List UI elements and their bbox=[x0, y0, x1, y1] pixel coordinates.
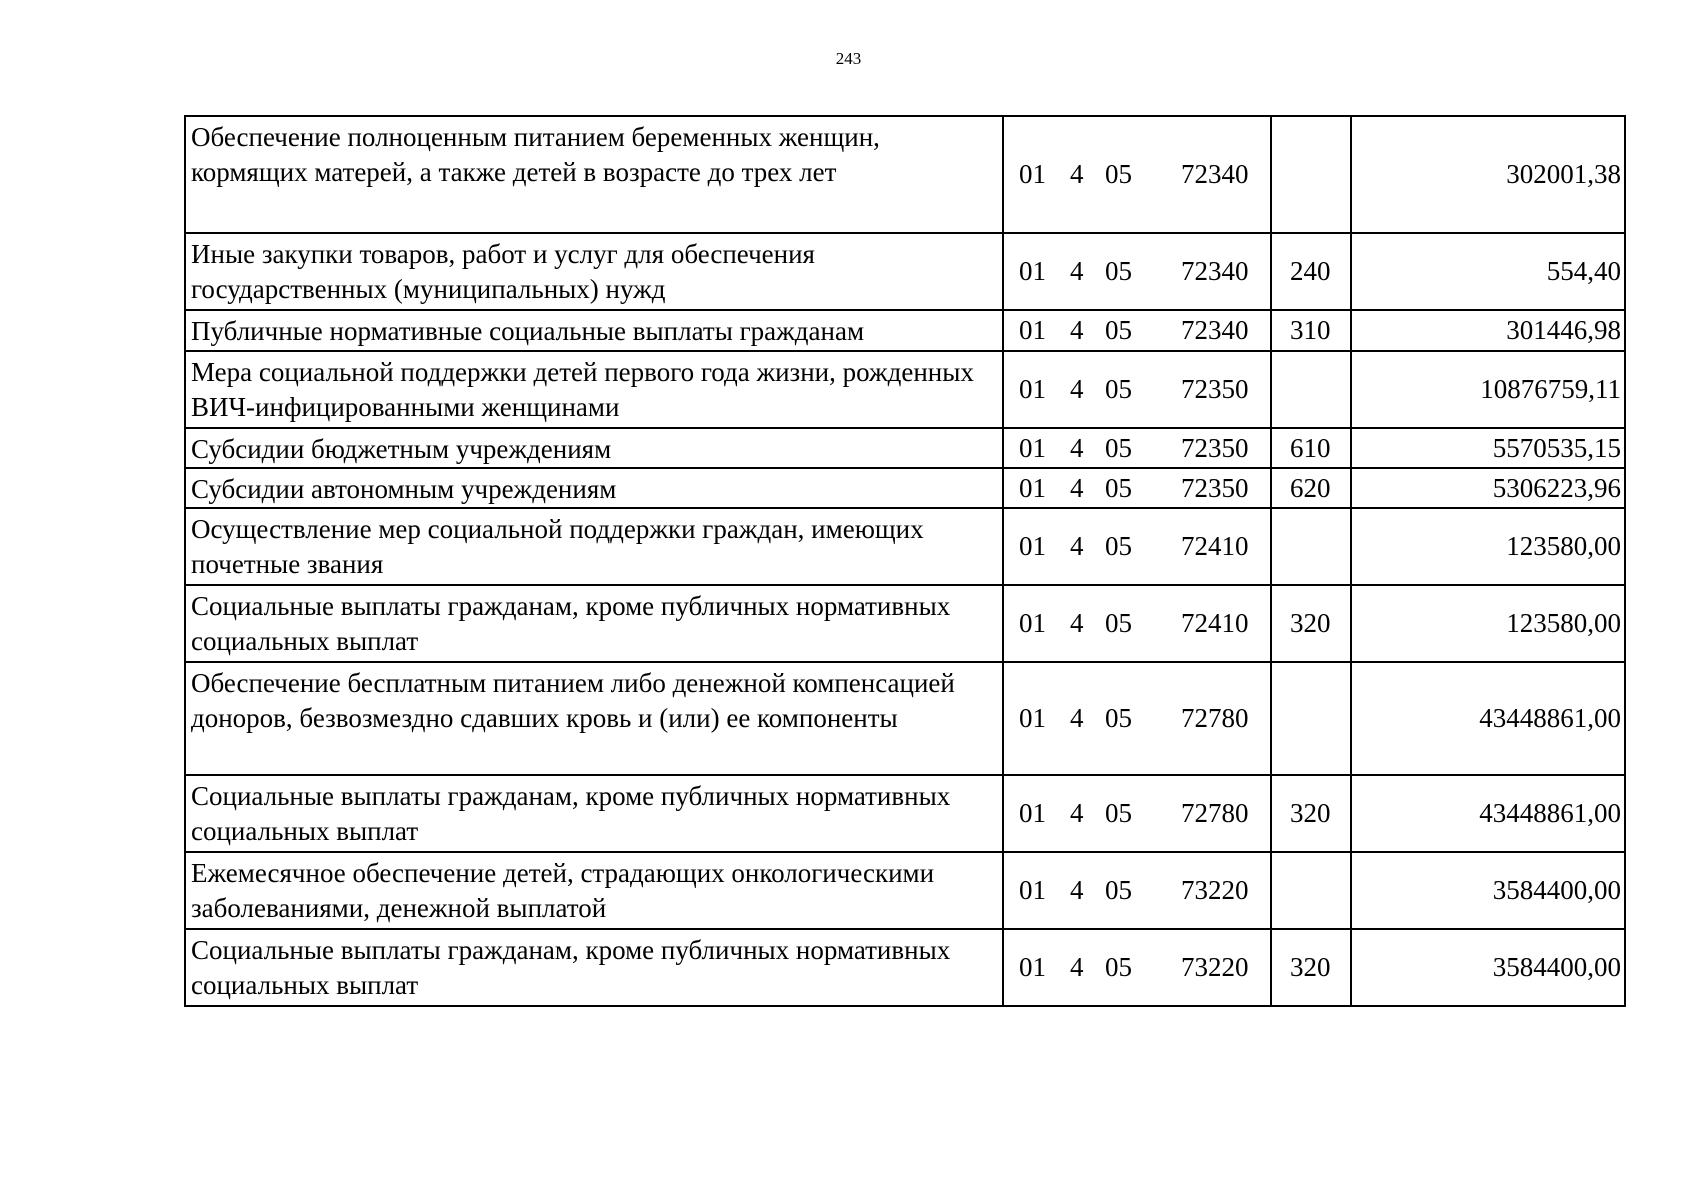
code-segment: 05 bbox=[1105, 703, 1132, 733]
code-segment: 05 bbox=[1105, 875, 1132, 905]
expense-name: Публичные нормативные социальные выплаты гражданам bbox=[185, 310, 1003, 351]
table-row bbox=[185, 428, 1625, 468]
amount-value: 123580,00 bbox=[1351, 508, 1625, 585]
expense-type-code: 620 bbox=[1271, 468, 1351, 508]
code-segment: 72340 bbox=[1181, 315, 1249, 345]
code-segment: 05 bbox=[1105, 531, 1132, 561]
expense-type-code: 240 bbox=[1271, 233, 1351, 310]
budget-code bbox=[1003, 662, 1271, 775]
code-segment: 4 bbox=[1070, 374, 1084, 404]
expense-type-code bbox=[1271, 508, 1351, 585]
code-segment: 05 bbox=[1105, 472, 1132, 503]
amount-value: 554,40 bbox=[1351, 233, 1625, 310]
expense-name: Субсидии автономным учреждениям bbox=[185, 468, 1003, 508]
budget-code bbox=[1003, 929, 1271, 1006]
code-segment: 01 bbox=[1019, 703, 1046, 733]
code-segment: 4 bbox=[1070, 875, 1084, 905]
expense-type-code: 320 bbox=[1271, 775, 1351, 852]
table-row bbox=[185, 662, 1625, 775]
expense-name: Обеспечение полноценным питанием беременных женщин, кормящих матерей, а также детей в возрасте до трех лет bbox=[185, 116, 1003, 233]
amount-value: 3584400,00 bbox=[1351, 929, 1625, 1006]
code-segment: 4 bbox=[1070, 315, 1084, 345]
amount-value: 43448861,00 bbox=[1351, 775, 1625, 852]
code-segment: 05 bbox=[1105, 432, 1132, 463]
table-row bbox=[185, 852, 1625, 929]
code-segment: 4 bbox=[1070, 608, 1084, 638]
budget-code bbox=[1003, 508, 1271, 585]
amount-value: 123580,00 bbox=[1351, 585, 1625, 662]
code-segment: 05 bbox=[1105, 256, 1132, 286]
table-row bbox=[185, 775, 1625, 852]
code-segment: 72410 bbox=[1181, 608, 1249, 638]
expense-name: Иные закупки товаров, работ и услуг для обеспечения государственных (муниципальных) нужд bbox=[185, 233, 1003, 310]
code-segment: 01 bbox=[1019, 374, 1046, 404]
budget-code bbox=[1003, 468, 1271, 508]
code-segment: 01 bbox=[1019, 432, 1046, 463]
amount-value: 301446,98 bbox=[1351, 310, 1625, 351]
code-segment: 4 bbox=[1070, 531, 1084, 561]
code-segment: 05 bbox=[1105, 798, 1132, 828]
expense-type-code bbox=[1271, 116, 1351, 233]
table-row bbox=[185, 116, 1625, 233]
amount-value: 10876759,11 bbox=[1351, 351, 1625, 428]
budget-table bbox=[184, 115, 1626, 1007]
budget-code bbox=[1003, 233, 1271, 310]
code-segment: 05 bbox=[1105, 952, 1132, 982]
code-segment: 72340 bbox=[1181, 256, 1249, 286]
code-segment: 72350 bbox=[1181, 374, 1249, 404]
expense-name: Обеспечение бесплатным питанием либо денежной компенсацией доноров, безвозмездно сдавших кровь и (или) ее компоненты bbox=[185, 662, 1003, 775]
expense-type-code: 610 bbox=[1271, 428, 1351, 468]
code-segment: 73220 bbox=[1181, 875, 1249, 905]
expense-name: Социальные выплаты гражданам, кроме публичных нормативных социальных выплат bbox=[185, 775, 1003, 852]
expense-type-code bbox=[1271, 662, 1351, 775]
code-segment: 72350 bbox=[1181, 472, 1249, 503]
code-segment: 01 bbox=[1019, 315, 1046, 345]
table-row bbox=[185, 929, 1625, 1006]
code-segment: 01 bbox=[1019, 531, 1046, 561]
expense-name: Мера социальной поддержки детей первого года жизни, рожденных ВИЧ-инфицированными женщинами bbox=[185, 351, 1003, 428]
code-segment: 01 bbox=[1019, 875, 1046, 905]
budget-code bbox=[1003, 775, 1271, 852]
code-segment: 4 bbox=[1070, 256, 1084, 286]
code-segment: 01 bbox=[1019, 159, 1046, 189]
code-segment: 05 bbox=[1105, 608, 1132, 638]
code-segment: 4 bbox=[1070, 432, 1084, 463]
code-segment: 01 bbox=[1019, 608, 1046, 638]
budget-code bbox=[1003, 585, 1271, 662]
expense-type-code: 320 bbox=[1271, 585, 1351, 662]
amount-value: 5570535,15 bbox=[1351, 428, 1625, 468]
budget-code bbox=[1003, 852, 1271, 929]
expense-name: Субсидии бюджетным учреждениям bbox=[185, 428, 1003, 468]
code-segment: 05 bbox=[1105, 374, 1132, 404]
code-segment: 72410 bbox=[1181, 531, 1249, 561]
page-number: 243 bbox=[835, 49, 862, 68]
expense-type-code: 310 bbox=[1271, 310, 1351, 351]
expense-name: Осуществление мер социальной поддержки граждан, имеющих почетные звания bbox=[185, 508, 1003, 585]
table-row bbox=[185, 468, 1625, 508]
expense-name: Ежемесячное обеспечение детей, страдающих онкологическими заболеваниями, денежной выплатой bbox=[185, 852, 1003, 929]
code-segment: 72350 bbox=[1181, 432, 1249, 463]
expense-name: Социальные выплаты гражданам, кроме публичных нормативных социальных выплат bbox=[185, 585, 1003, 662]
code-segment: 72780 bbox=[1181, 798, 1249, 828]
table-row bbox=[185, 233, 1625, 310]
code-segment: 4 bbox=[1070, 952, 1084, 982]
table-row bbox=[185, 351, 1625, 428]
table-row bbox=[185, 585, 1625, 662]
expense-type-code: 320 bbox=[1271, 929, 1351, 1006]
code-segment: 4 bbox=[1070, 798, 1084, 828]
code-segment: 73220 bbox=[1181, 952, 1249, 982]
expense-name: Социальные выплаты гражданам, кроме публичных нормативных социальных выплат bbox=[185, 929, 1003, 1006]
amount-value: 3584400,00 bbox=[1351, 852, 1625, 929]
amount-value: 5306223,96 bbox=[1351, 468, 1625, 508]
code-segment: 72340 bbox=[1181, 159, 1249, 189]
code-segment: 4 bbox=[1070, 472, 1084, 503]
code-segment: 72780 bbox=[1181, 703, 1249, 733]
amount-value: 43448861,00 bbox=[1351, 662, 1625, 775]
code-segment: 01 bbox=[1019, 952, 1046, 982]
code-segment: 4 bbox=[1070, 703, 1084, 733]
budget-code bbox=[1003, 351, 1271, 428]
budget-code bbox=[1003, 310, 1271, 351]
table-row bbox=[185, 508, 1625, 585]
code-segment: 05 bbox=[1105, 159, 1132, 189]
amount-value: 302001,38 bbox=[1351, 116, 1625, 233]
code-segment: 01 bbox=[1019, 798, 1046, 828]
code-segment: 05 bbox=[1105, 315, 1132, 345]
table-row bbox=[185, 310, 1625, 351]
expense-type-code bbox=[1271, 351, 1351, 428]
code-segment: 01 bbox=[1019, 472, 1046, 503]
budget-code bbox=[1003, 116, 1271, 233]
expense-type-code bbox=[1271, 852, 1351, 929]
code-segment: 4 bbox=[1070, 159, 1084, 189]
code-segment: 01 bbox=[1019, 256, 1046, 286]
budget-code bbox=[1003, 428, 1271, 468]
